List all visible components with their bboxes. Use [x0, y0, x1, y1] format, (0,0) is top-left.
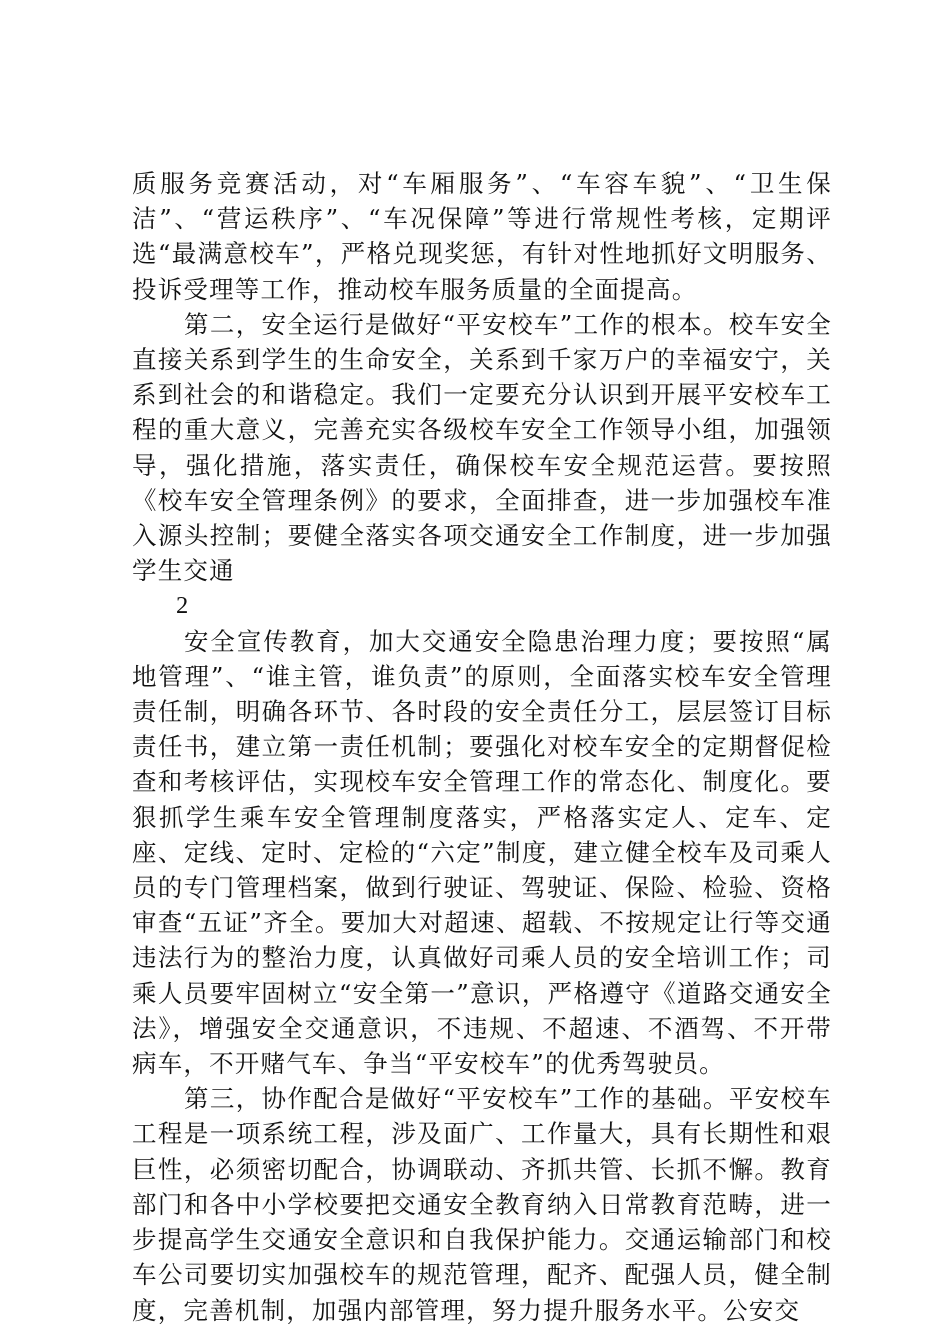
paragraph-safety-education: 安全宣传教育，加大交通安全隐患治理力度；要按照“属地管理”、“谁主管，谁负责”的原则，全面落实校车安全管理责任制，明确各环节、各时段的安全责任分工，层层签订目标责任书，建立第一责任机制；要强化对校车安全的定期督促检查和考核评估，实现校车安全管理工作的常态化、制度化。要狠抓学生乘车安全管理制度落实，严格落实定人、定车、定座、定线、定时、定检的“六定”制度，建立健全校车及司乘人员的专门管理档案，做到行驶证、驾驶证、保险、检验、资格审查“五证”齐全。要加大对超速、超载、不按规定让行等交通违法行为的整治力度，认真做好司乘人员的安全培训工作；司乘人员要牢固树立“安全第一”意识，严格遵守《道路交通安全法》，增强安全交通意识，不违规、不超速、不酒驾、不开带病车，不开赌气车、争当“平安校车”的优秀驾驶员。 — [132, 626, 832, 1079]
paragraph-continuation: 质服务竞赛活动，对“车厢服务”、“车容车貌”、“卫生保洁”、“营运秩序”、“车况保障”等进行常规性考核，定期评选“最满意校车”，严格兑现奖惩，有针对性地抓好文明服务、投诉受理等工作，推动校车服务质量的全面提高。 — [132, 169, 832, 304]
paragraph-third-point: 第三，协作配合是做好“平安校车”工作的基础。平安校车工程是一项系统工程，涉及面广、工作量大，具有长期性和艰巨性，必须密切配合，协调联动、齐抓共管、长抓不懈。教育部门和各中小学校要把交通安全教育纳入日常教育范畴，进一步提高学生交通安全意识和自我保护能力。交通运输部门和校车公司要切实加强校车的规范管理，配齐、配强人员，健全制度，完善机制，加强内部管理，努力提升服务水平。公安交 — [132, 1084, 832, 1325]
page-number: 2 — [176, 592, 190, 620]
document-body — [132, 166, 832, 1328]
paragraph-second-point: 第二，安全运行是做好“平安校车”工作的根本。校车安全直接关系到学生的生命安全，关系到千家万户的幸福安宁，关系到社会的和谐稳定。我们一定要充分认识到开展平安校车工程的重大意义，完善充实各级校车安全工作领导小组，加强领导，强化措施，落实责任，确保校车安全规范运营。要按照《校车安全管理条例》的要求，全面排查，进一步加强校车准入源头控制；要健全落实各项交通安全工作制度，进一步加强学生交通 — [132, 309, 832, 586]
